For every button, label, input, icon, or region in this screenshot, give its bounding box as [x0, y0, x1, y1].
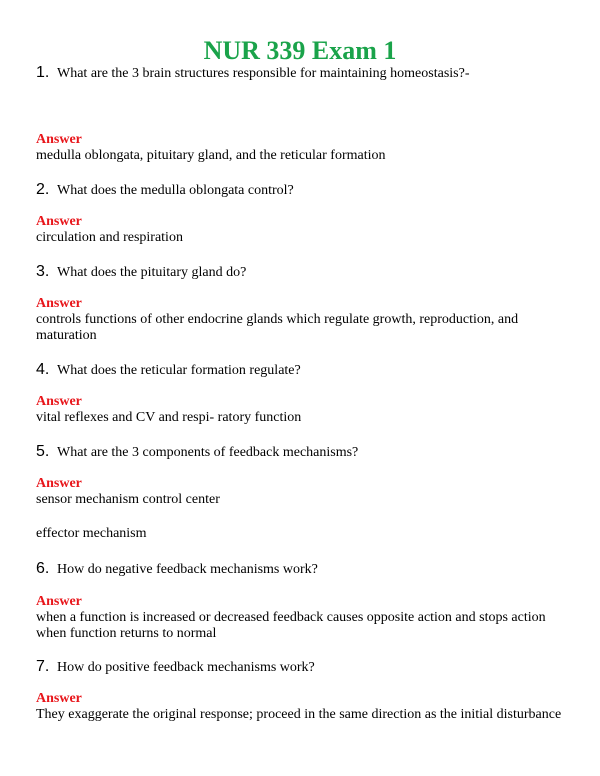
question-text: What does the medulla oblongata control?: [57, 183, 294, 198]
question: [36, 658, 570, 677]
qa-item-4: [36, 361, 570, 425]
question-number: 5.: [36, 443, 50, 460]
answer-label: Answer: [36, 594, 82, 609]
question-text: What does the reticular formation regulate?: [57, 363, 301, 378]
qa-item-2: [36, 181, 570, 245]
answer-text: sensor mechanism control center: [36, 492, 220, 507]
question: [36, 64, 570, 83]
question-text: What are the 3 brain structures responsible for maintaining homeostasis?-: [57, 66, 470, 81]
question: [36, 181, 570, 200]
answer-text: medulla oblongata, pituitary gland, and the reticular formation: [36, 148, 386, 163]
question-number: 4.: [36, 361, 50, 378]
question: [36, 361, 570, 380]
answer-text: They exaggerate the original response; proceed in the same direction as the initial disturbance: [36, 707, 562, 722]
question-text: How do positive feedback mechanisms work?: [57, 660, 315, 675]
answer-label: Answer: [36, 691, 82, 706]
answer-label: Answer: [36, 394, 82, 409]
answer-text: vital reflexes and CV and respi- ratory function: [36, 410, 302, 425]
question-number: 6.: [36, 560, 50, 577]
question-number: 1.: [36, 64, 50, 81]
qa-item-5: [36, 443, 570, 541]
qa-item-1: [36, 64, 570, 163]
document-title: NUR 339 Exam 1: [203, 36, 397, 65]
question-number: 2.: [36, 181, 50, 198]
answer-label: Answer: [36, 296, 82, 311]
answer-label: Answer: [36, 132, 82, 147]
answer-text: controls functions of other endocrine glands which regulate growth, reproduction, and maturation: [36, 312, 519, 343]
question: [36, 560, 570, 579]
answer-text: circulation and respiration: [36, 230, 183, 245]
answer-extra-text: effector mechanism: [36, 526, 147, 541]
qa-item-7: [36, 658, 570, 722]
question-text: What are the 3 components of feedback mechanisms?: [57, 445, 359, 460]
qa-item-6: [36, 560, 570, 641]
question-number: 3.: [36, 263, 50, 280]
qa-item-3: [36, 263, 570, 343]
question: [36, 443, 570, 462]
question-text: How do negative feedback mechanisms work?: [57, 562, 318, 577]
answer-label: Answer: [36, 214, 82, 229]
answer-text: when a function is increased or decreased feedback causes opposite action and stops action when function returns to normal: [36, 610, 546, 641]
question: [36, 263, 570, 282]
answer-label: Answer: [36, 476, 82, 491]
question-number: 7.: [36, 658, 50, 675]
question-text: What does the pituitary gland do?: [57, 265, 247, 280]
